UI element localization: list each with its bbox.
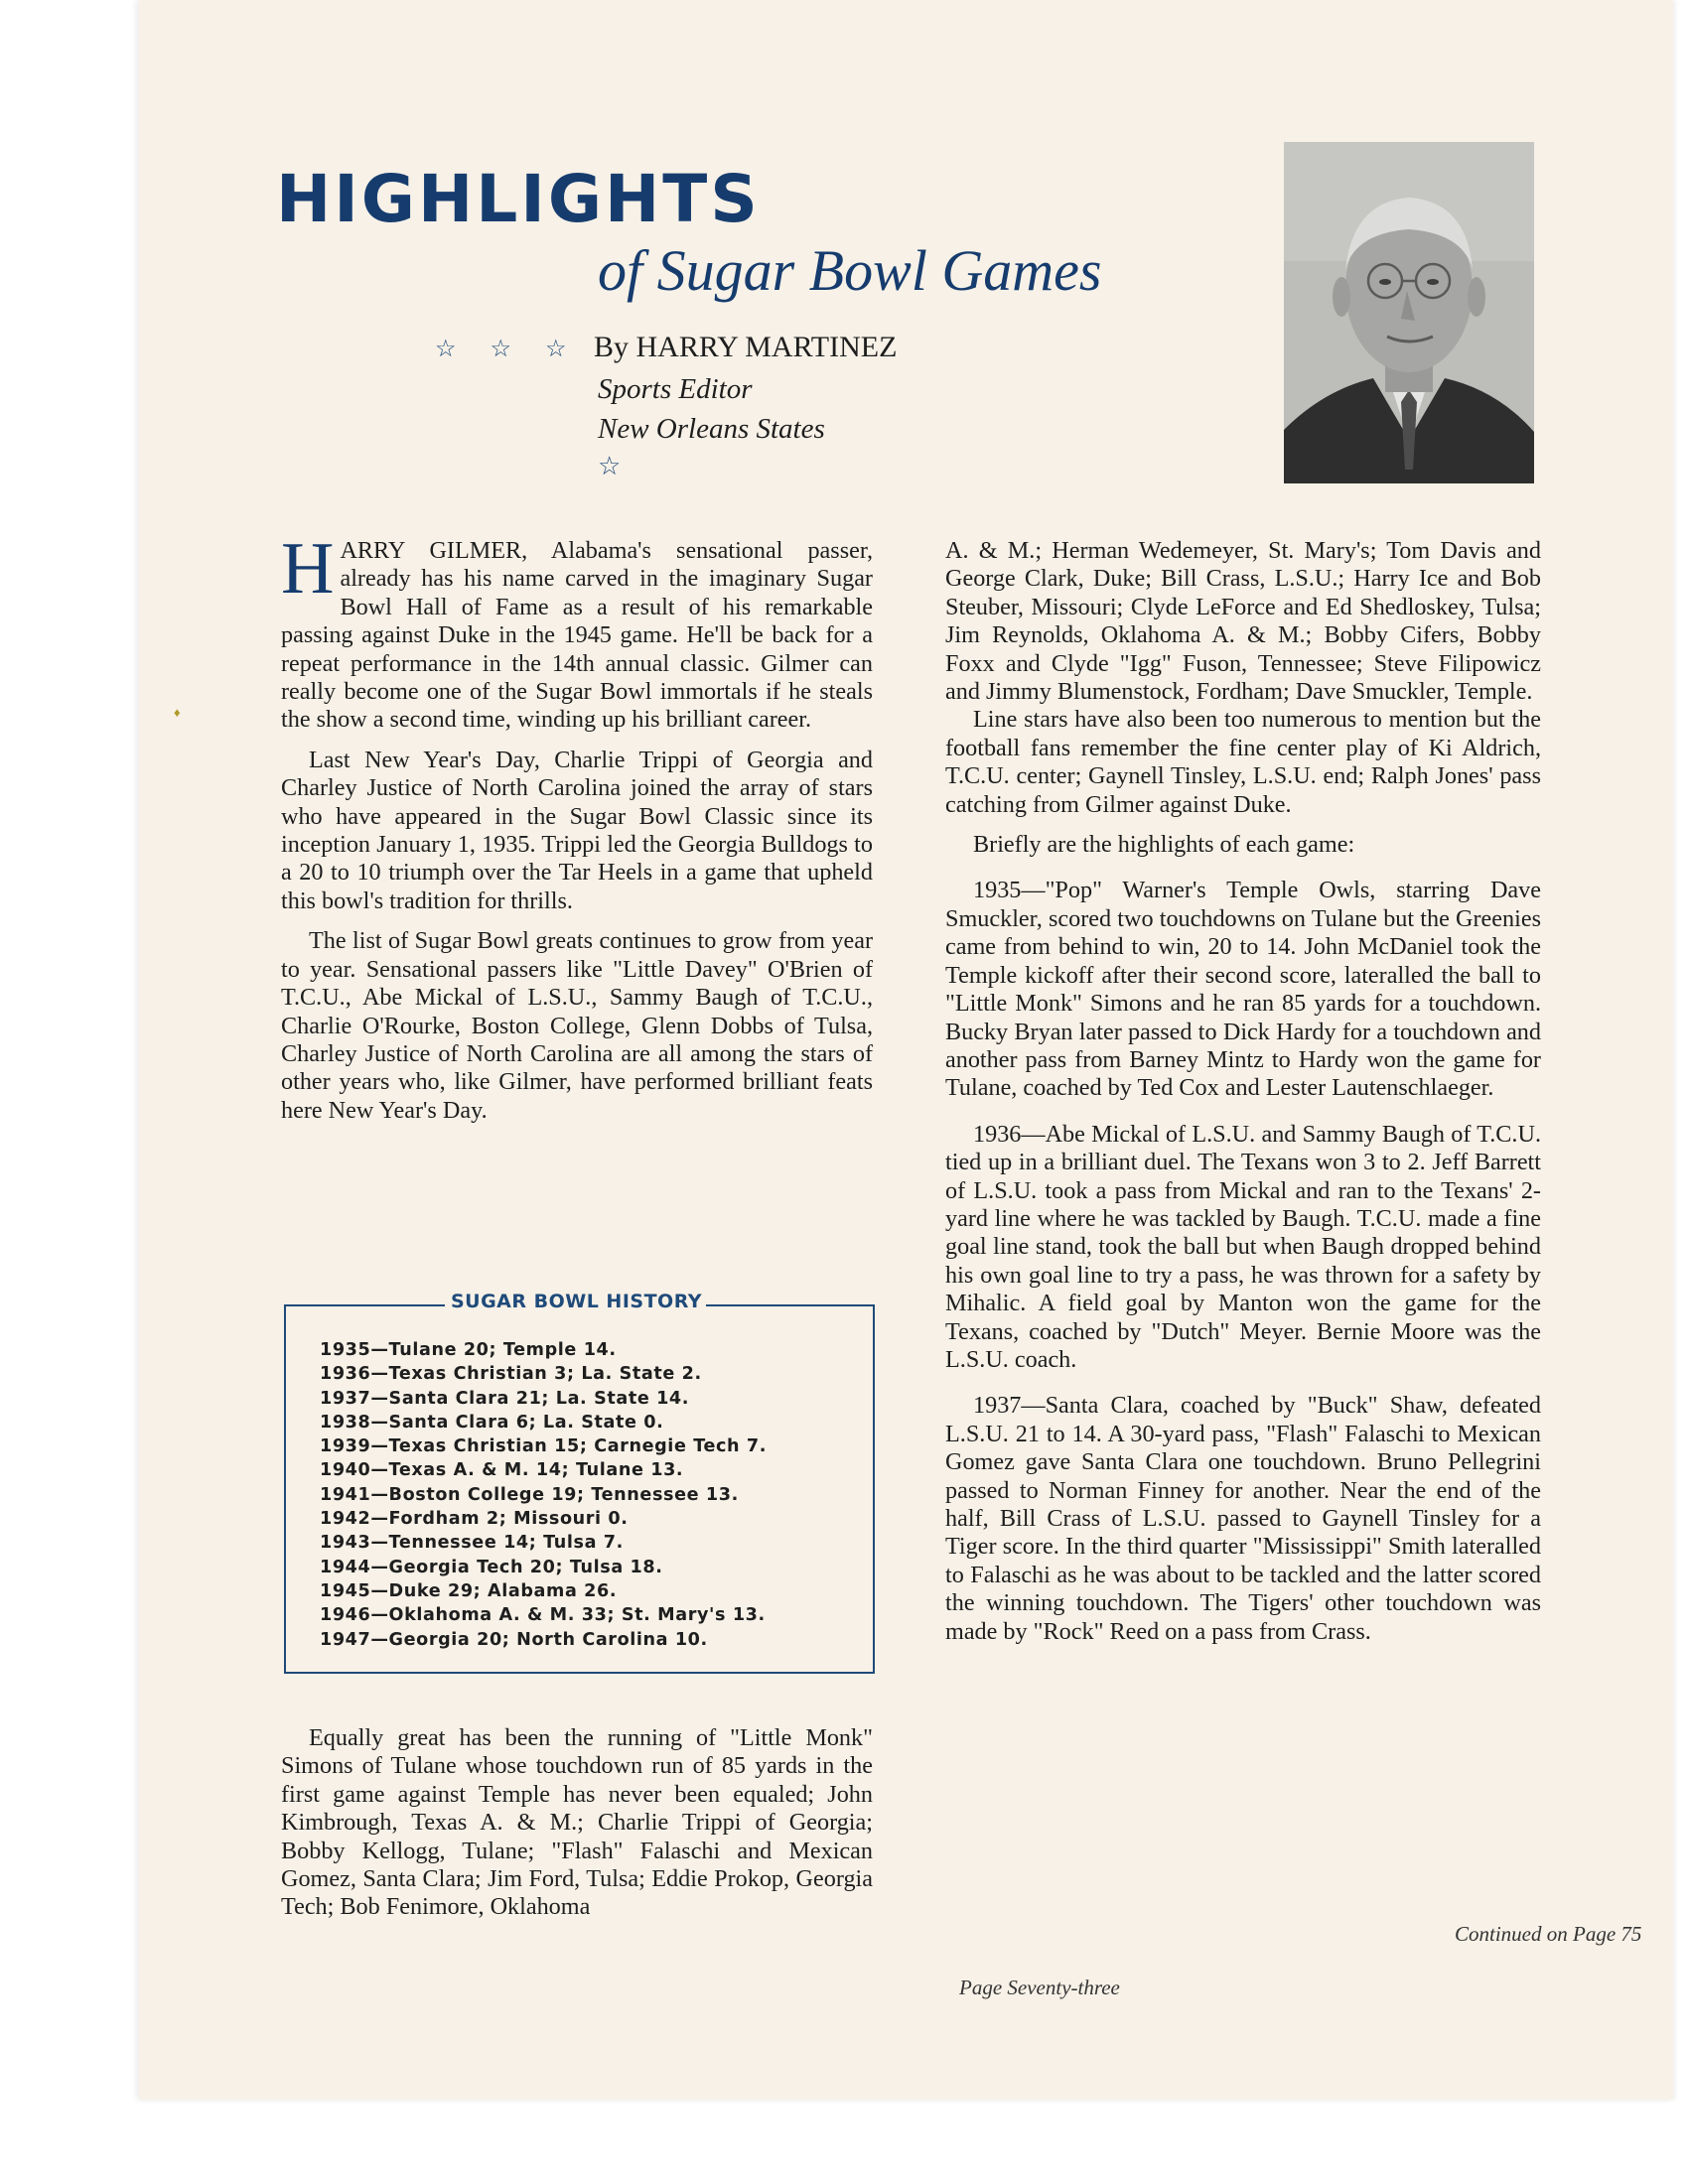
continued-note: Continued on Page 75	[1455, 1922, 1642, 1946]
sugar-bowl-history-box	[284, 1291, 875, 1674]
article-paragraph: 1935—"Pop" Warner's Temple Owls, starring Dave Smuckler, scored two touchdowns on Tulane but the Greenies came from behind to win, 20 to 14. John McDaniel took the Temple kickoff after their second score, lateralled the ball to "Little Monk" Simons and he ran 85 yards for a touchdown. Bucky Bryan later passed to Dick Hardy for a touchdown and another pass from Barney Mintz to Hardy won the game for Tulane, coached by Ted Cox and Lester Lautenschlaeger.	[945, 877, 1541, 1102]
article-paragraph: 1937—Santa Clara, coached by "Buck" Shaw, defeated L.S.U. 21 to 14. A 30-yard pass, "Flash" Falaschi to Mexican Gomez gave Santa Clara one touchdown. Bruno Pellegrini passed to Norman Finney for another. Near the end of the half, Bill Crass of L.S.U. passed to Gaynell Tinsley for a Tiger score. In the third quarter "Mississippi" Smith lateralled to Falaschi as he was about to be tackled and the latter scored the winning touchdown. The Tigers' other touchdown was made by "Rock" Reed on a pass from Crass.	[945, 1392, 1541, 1645]
article-paragraph: 1936—Abe Mickal of L.S.U. and Sammy Baugh of T.C.U. tied up in a brilliant duel. The Texans won 3 to 2. Jeff Barrett of L.S.U. took a pass from Mickal and ran to the Texans' 2-yard line where he was tackled by Baugh. T.C.U. made a fine goal line stand, took the ball but when Baugh dropped behind his own goal line to try a pass, he was thrown for a safety by Mihalic. A field goal by Manton won the game for the Texans, coached by "Dutch" Meyer. Bernie Moore was the L.S.U. coach.	[945, 1120, 1541, 1373]
history-result-item: 1942—Fordham 2; Missouri 0.	[320, 1509, 629, 1530]
paragraph-text: ARRY GILMER, Alabama's sensational passer, already has his name carved in the imaginary Sugar Bowl Hall of Fame as a result of his remarkable passing against Duke in the 1945 game. He'll be back for a repeat performance in the 14th annual classic. Gilmer can really become one of the Sugar Bowl immortals if he steals the show a second time, winding up his brilliant career.	[281, 537, 873, 734]
article-paragraph: Equally great has been the running of "Little Monk" Simons of Tulane whose touchdown run of 85 yards in the first game against Temple has never been equaled; John Kimbrough, Texas A. & M.; Charlie Trippi of Georgia; Bobby Kellogg, Tulane; "Flash" Falaschi and Mexican Gomez, Santa Clara; Jim Ford, Tulsa; Eddie Prokop, Georgia Tech; Bob Fenimore, Oklahoma	[281, 1724, 873, 1921]
history-result-item: 1939—Texas Christian 15; Carnegie Tech 7.	[320, 1436, 768, 1457]
byline	[435, 328, 897, 449]
headline-title: HIGHLIGHTS	[276, 161, 761, 237]
history-result-item: 1935—Tulane 20; Temple 14.	[320, 1340, 617, 1360]
page-number: Page Seventy-three	[959, 1976, 1120, 1999]
history-result-item: 1944—Georgia Tech 20; Tulsa 18.	[320, 1557, 663, 1577]
article-column-left-continued	[281, 1724, 873, 1922]
history-box-title: SUGAR BOWL HISTORY	[450, 1291, 703, 1312]
drop-cap: H	[281, 528, 335, 610]
article-paragraph: Last New Year's Day, Charlie Trippi of Georgia and Charley Justice of North Carolina joined the array of stars who have appeared in the Sugar Bowl Classic since its inception January 1, 1935. Trippi led the Georgia Bulldogs to a 20 to 10 triumph over the Tar Heels in a game that upheld this bowl's tradition for thrills.	[281, 746, 873, 914]
author-portrait-photo	[1284, 142, 1534, 483]
article-column-left	[281, 528, 873, 1125]
box-rule	[284, 1304, 445, 1306]
article-paragraph: The list of Sugar Bowl greats continues to grow from year to year. Sensational passers like "Little Davey" O'Brien of T.C.U., Abe Mickal of L.S.U., Sammy Baugh of T.C.U., Charlie O'Rourke, Boston College, Glenn Dobbs of Tulsa, Charley Justice of North Carolina are all among the stars of other years who, like Gilmer, have performed brilliant feats here New Year's Day.	[281, 927, 873, 1124]
article-paragraph: Line stars have also been too numerous to mention but the football fans remember the fine center play of Ki Aldrich, T.C.U. center; Gaynell Tinsley, L.S.U. end; Ralph Jones' pass catching from Gilmer against Duke.	[945, 706, 1541, 818]
history-result-item: 1938—Santa Clara 6; La. State 0.	[320, 1412, 664, 1433]
article-paragraph	[281, 528, 873, 735]
history-result-item: 1937—Santa Clara 21; La. State 14.	[320, 1388, 690, 1409]
margin-mark: ♦	[174, 705, 181, 720]
history-result-item: 1940—Texas A. & M. 14; Tulane 13.	[320, 1460, 684, 1481]
article-paragraph: Briefly are the highlights of each game:	[973, 831, 1355, 859]
history-result-item: 1947—Georgia 20; North Carolina 10.	[320, 1629, 708, 1650]
history-result-item: 1945—Duke 29; Alabama 26.	[320, 1580, 618, 1601]
history-results-list	[320, 1338, 767, 1652]
headline-subtitle: of Sugar Bowl Games	[598, 238, 1102, 303]
article-paragraph: A. & M.; Herman Wedemeyer, St. Mary's; Tom Davis and George Clark, Duke; Bill Crass, L.S.U.; Harry Ice and Bob Steuber, Missouri; Clyde LeForce and Ed Shedloskey, Tulsa; Jim Reynolds, Oklahoma A. & M.; Bobby Cifers, Bobby Foxx and Clyde "Igg" Fuson, Tennessee; Steve Filipowicz and Jimmy Blumenstock, Fordham; Dave Smuckler, Temple.	[945, 537, 1541, 706]
page-sheet	[139, 0, 1673, 2100]
history-result-item: 1936—Texas Christian 3; La. State 2.	[320, 1364, 702, 1385]
box-rule	[706, 1304, 875, 1306]
author-name: By HARRY MARTINEZ	[594, 331, 898, 363]
history-result-item: 1941—Boston College 19; Tennessee 13.	[320, 1484, 739, 1505]
author-paper: New Orleans States	[598, 413, 825, 445]
article-column-right	[945, 537, 1541, 1646]
history-result-item: 1946—Oklahoma A. & M. 33; St. Mary's 13.	[320, 1605, 766, 1626]
author-role: Sports Editor	[598, 373, 753, 405]
star-icons: ☆ ☆ ☆	[435, 337, 581, 362]
history-result-item: 1943—Tennessee 14; Tulsa 7.	[320, 1533, 624, 1554]
star-icon: ☆	[598, 452, 622, 480]
